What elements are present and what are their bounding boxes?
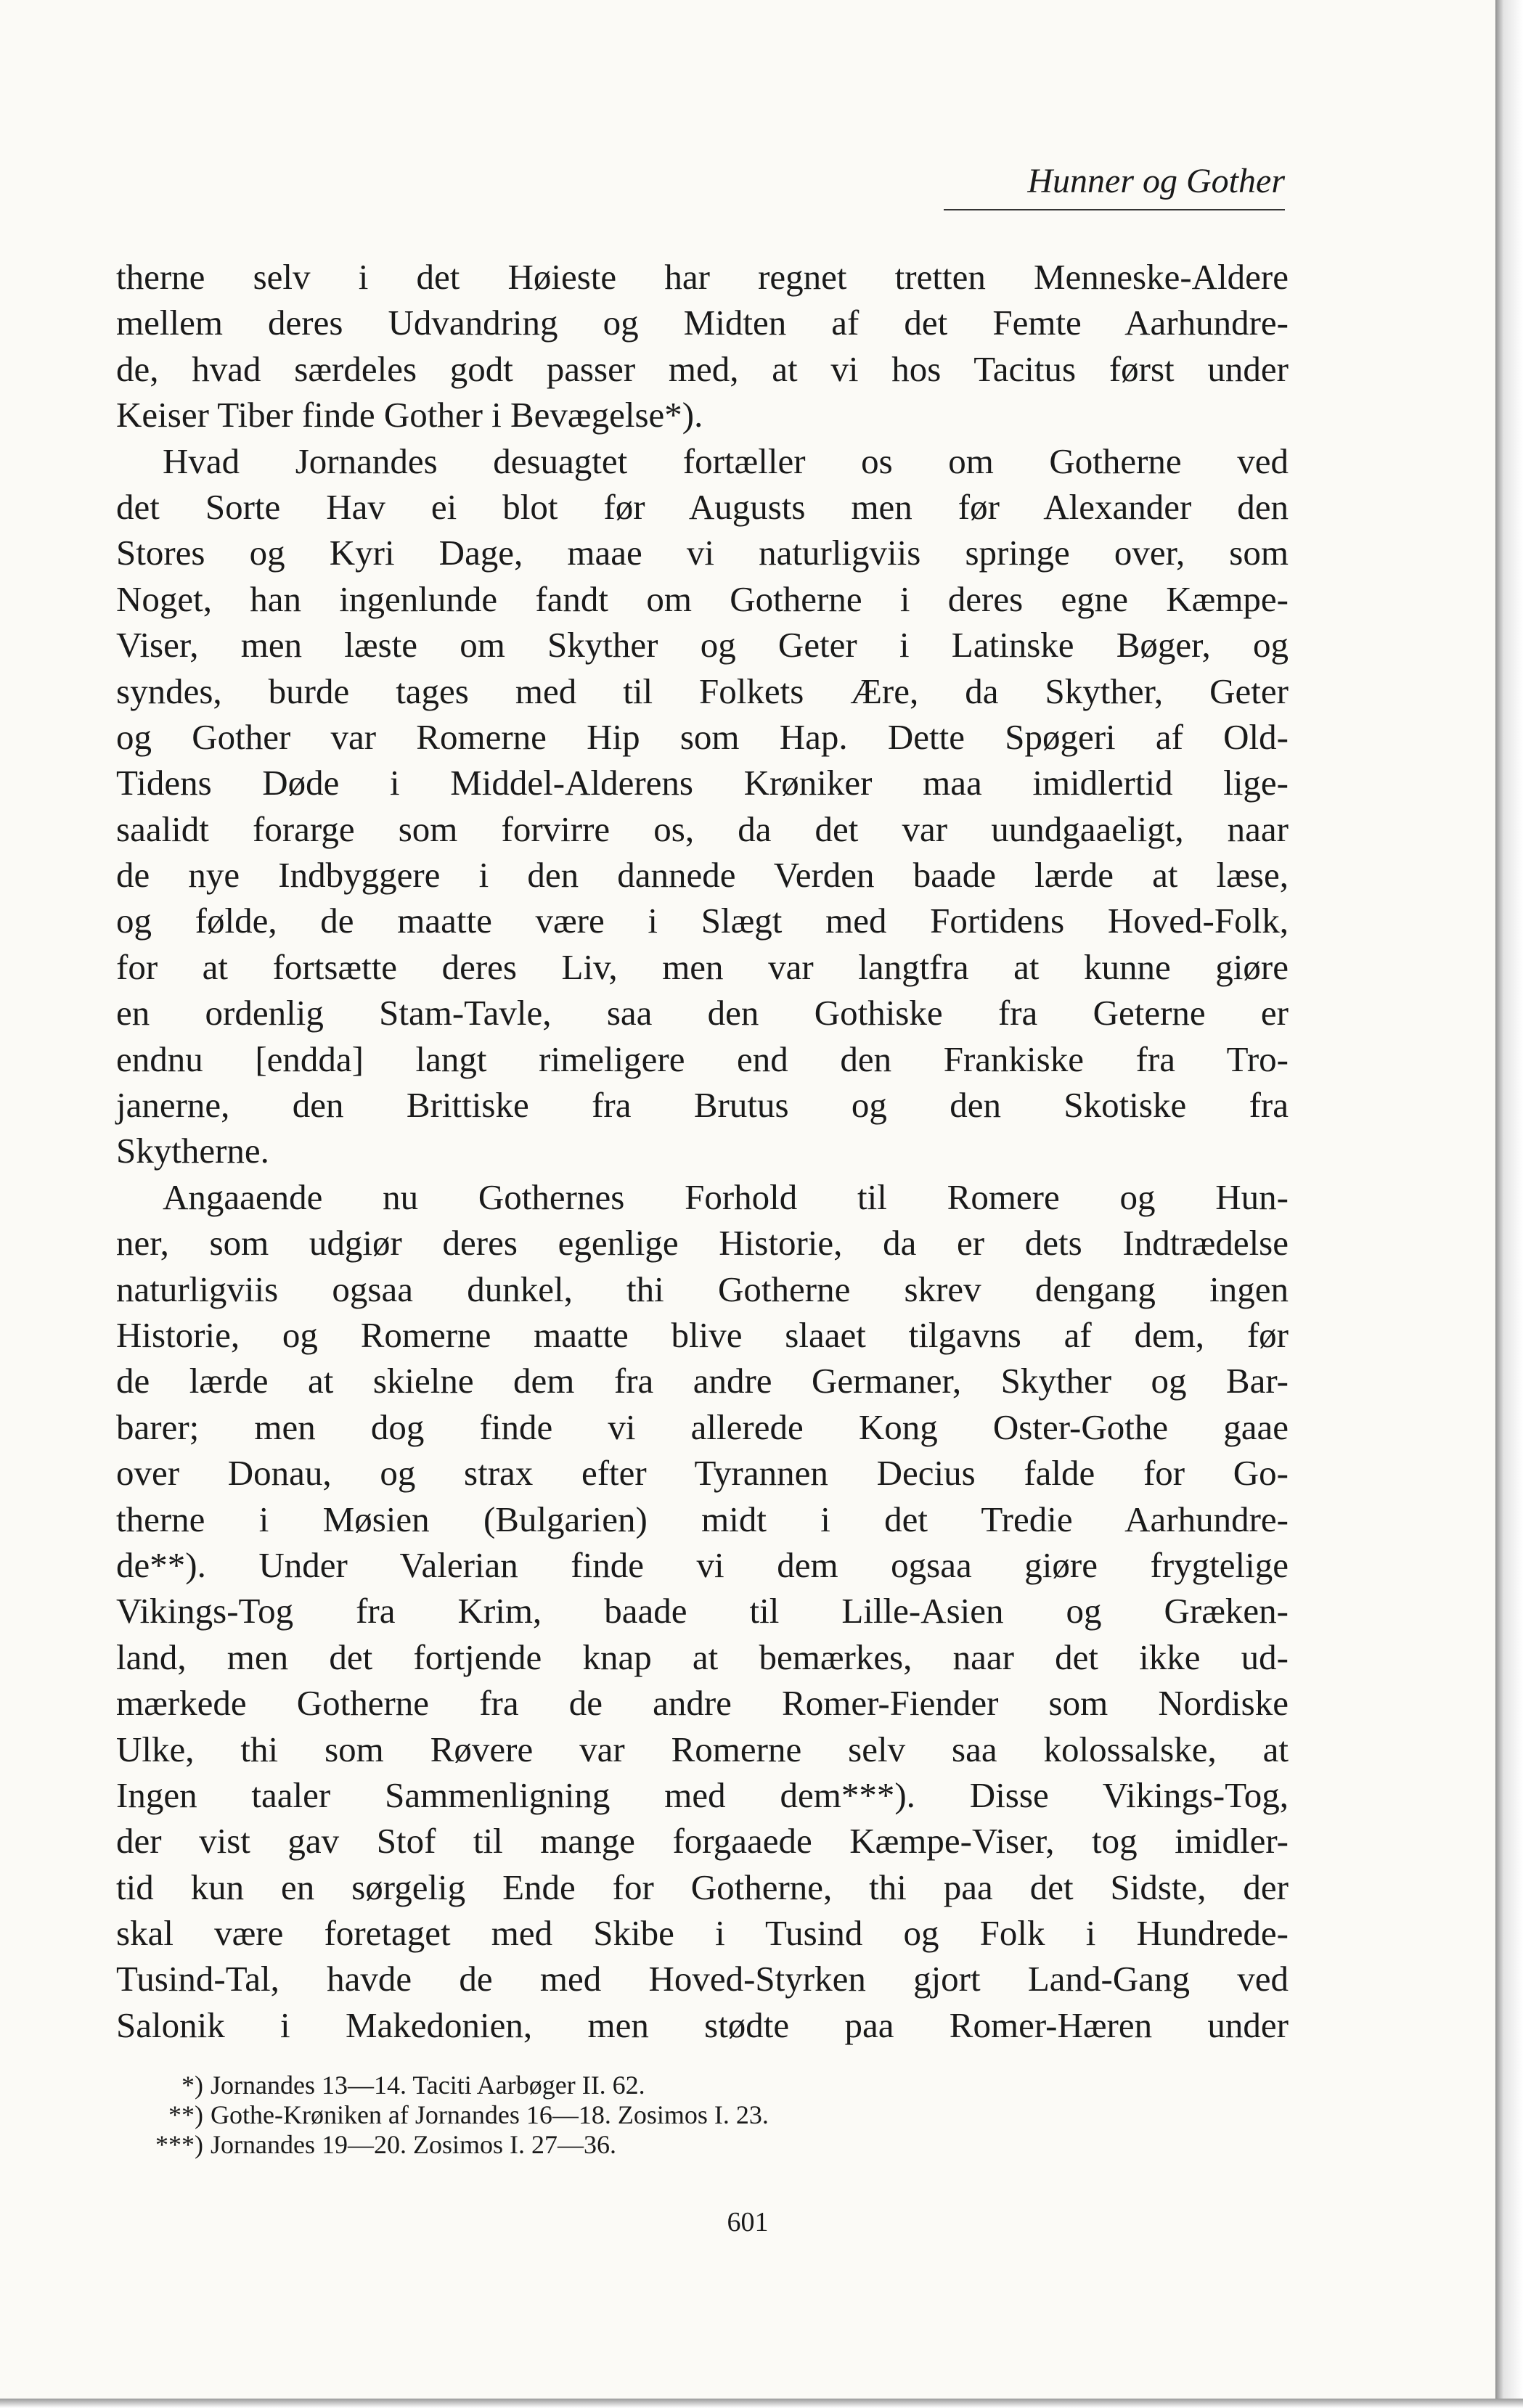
body-line: Skytherne. <box>116 1131 269 1171</box>
page-edge-shadow-bottom <box>0 2399 1523 2408</box>
running-head: Hunner og Gother <box>1027 162 1285 200</box>
page-edge-shadow-right <box>1495 0 1523 2408</box>
body-line: de lærde at skielne dem fra andre Germaner, Skyther og Bar- <box>116 1361 1289 1401</box>
body-line: over Donau, og strax efter Tyrannen Decius falde for Go- <box>116 1453 1289 1494</box>
body-line: mærkede Gotherne fra de andre Romer-Fiender som Nordiske <box>116 1683 1289 1724</box>
footnote-mark: **) <box>168 2100 203 2129</box>
body-line: for at fortsætte deres Liv, men var langtfra at kunne giøre <box>116 946 1289 987</box>
body-line: barer; men dog finde vi allerede Kong Oster-Gothe gaae <box>116 1406 1289 1447</box>
body-line: Tusind-Tal, havde de med Hoved-Styrken gjort Land-Gang ved <box>116 1959 1289 1999</box>
footnote <box>134 2100 1078 2130</box>
footnotes <box>134 2071 1078 2160</box>
body-line: og Gother var Romerne Hip som Hap. Dette Spøgeri af Old- <box>116 716 1289 757</box>
body-line: de**). Under Valerian finde vi dem ogsaa giøre frygtelige <box>116 1544 1289 1585</box>
body-line: Ingen taaler Sammenligning med dem***). Disse Vikings-Tog, <box>116 1774 1289 1815</box>
body-line: det Sorte Hav ei blot før Augusts men før Alexander den <box>116 486 1289 527</box>
body-line: Noget, han ingenlunde fandt om Gotherne i deres egne Kæmpe- <box>116 578 1289 619</box>
body-line: therne i Møsien (Bulgarien) midt i det Tredie Aarhundre- <box>116 1499 1289 1539</box>
page-number: 601 <box>727 2207 769 2237</box>
body-text <box>116 254 1289 2048</box>
body-line: therne selv i det Høieste har regnet tretten Menneske-Aldere <box>116 257 1289 297</box>
footnote-text: Gothe-Krøniken af Jornandes 16—18. Zosimos I. 23. <box>211 2100 769 2129</box>
body-line: janerne, den Brittiske fra Brutus og den Skotiske fra <box>116 1085 1289 1126</box>
footnote <box>134 2130 1078 2160</box>
body-line: tid kun en sørgelig Ende for Gotherne, thi paa det Sidste, der <box>116 1867 1289 1907</box>
body-line: og følde, de maatte være i Slægt med Fortidens Hoved-Folk, <box>116 901 1289 941</box>
footnote-mark: *) <box>181 2071 203 2100</box>
body-line: endnu [endda] langt rimeligere end den Frankiske fra Tro- <box>116 1039 1289 1079</box>
body-line: Vikings-Tog fra Krim, baade til Lille-Asien og Græken- <box>116 1591 1289 1631</box>
body-line: saalidt forarge som forvirre os, da det var uundgaaeligt, naar <box>116 808 1289 849</box>
body-line: Hvad Jornandes desuagtet fortæller os om Gotherne ved <box>163 441 1289 481</box>
body-line: der vist gav Stof til mange forgaaede Kæmpe-Viser, tog imidler- <box>116 1821 1289 1862</box>
body-line: ner, som udgiør deres egenlige Historie, da er dets Indtrædelse <box>116 1223 1289 1264</box>
body-line: land, men det fortjende knap at bemærkes, naar det ikke ud- <box>116 1637 1289 1677</box>
footnote-text: Jornandes 19—20. Zosimos I. 27—36. <box>211 2130 616 2159</box>
body-line: Viser, men læste om Skyther og Geter i Latinske Bøger, og <box>116 625 1289 666</box>
body-line: Ulke, thi som Røvere var Romerne selv saa kolossalske, at <box>116 1729 1289 1769</box>
body-line: Salonik i Makedonien, men stødte paa Romer-Hæren under <box>116 2004 1289 2045</box>
body-line: Angaaende nu Gothernes Forhold til Romere og Hun- <box>163 1176 1289 1217</box>
footnote-text: Jornandes 13—14. Taciti Aarbøger II. 62. <box>211 2071 645 2100</box>
footnote-mark: ***) <box>155 2130 203 2159</box>
body-line: de nye Indbyggere i den dannede Verden baade lærde at læse, <box>116 855 1289 896</box>
body-line: de, hvad særdeles godt passer med, at vi hos Tacitus først under <box>116 348 1289 389</box>
body-line: syndes, burde tages med til Folkets Ære, da Skyther, Geter <box>116 671 1289 711</box>
footnote <box>134 2071 1078 2100</box>
body-line: Historie, og Romerne maatte blive slaaet tilgavns af dem, før <box>116 1314 1289 1355</box>
body-line: skal være foretaget med Skibe i Tusind og Folk i Hundrede- <box>116 1913 1289 1954</box>
body-line: en ordenlig Stam-Tavle, saa den Gothiske fra Geterne er <box>116 993 1289 1033</box>
body-line: naturligviis ogsaa dunkel, thi Gotherne skrev dengang ingen <box>116 1269 1289 1309</box>
body-line: Stores og Kyri Dage, maae vi naturligviis springe over, som <box>116 533 1289 573</box>
body-line: Keiser Tiber finde Gother i Bevægelse*). <box>116 395 703 435</box>
body-line: Tidens Døde i Middel-Alderens Krøniker maa imidlertid lige- <box>116 763 1289 803</box>
body-line: mellem deres Udvandring og Midten af det Femte Aarhundre- <box>116 303 1289 343</box>
running-head-rule <box>944 209 1285 210</box>
